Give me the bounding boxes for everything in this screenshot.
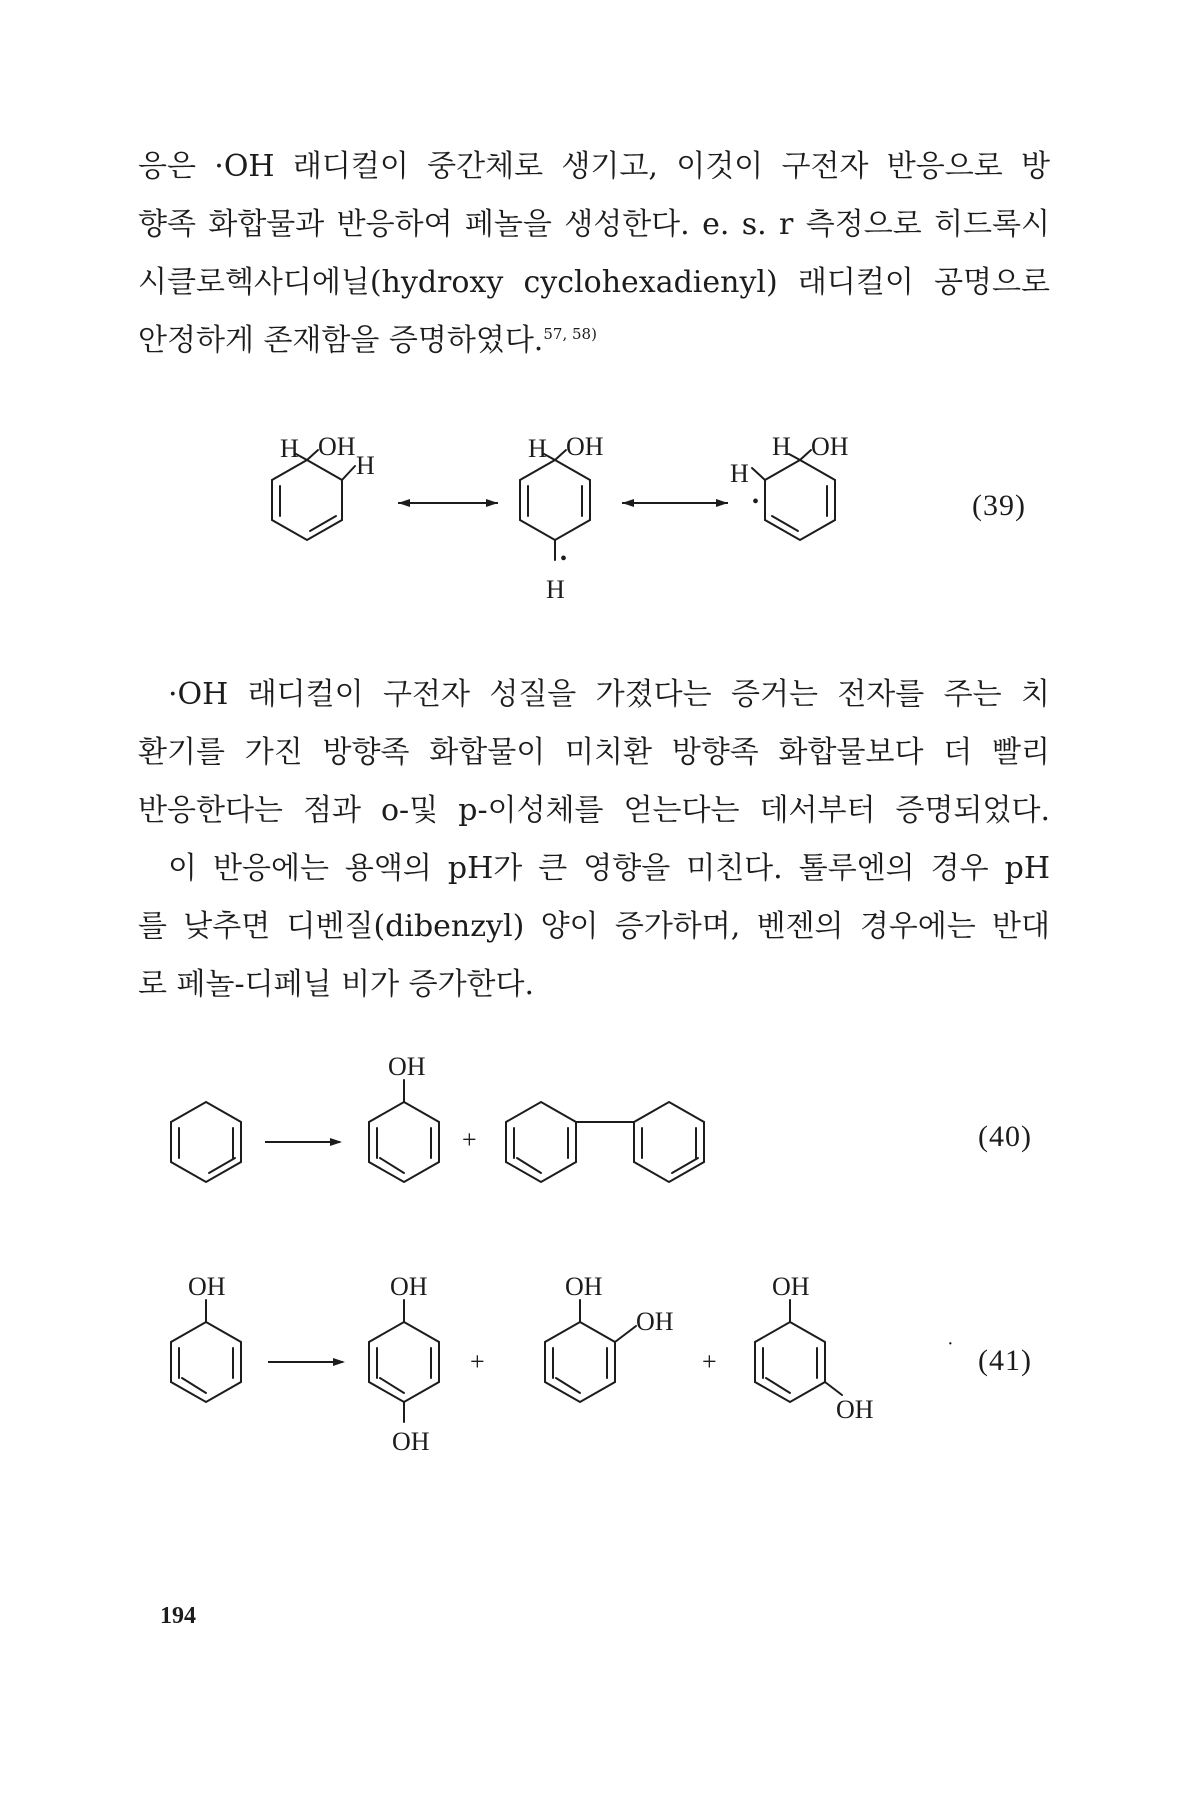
scheme-39 — [0, 430, 1200, 630]
cyclohexadienyl-structure-2 — [520, 432, 604, 604]
oh-label: OH — [390, 1272, 428, 1301]
hydroquinone-structure — [369, 1272, 439, 1456]
equation-number-41: (41) — [978, 1344, 1032, 1377]
h-label: H — [280, 434, 299, 463]
benzene-structure — [171, 1102, 241, 1182]
phenol-structure — [369, 1052, 439, 1182]
biphenyl-structure — [506, 1102, 704, 1182]
resorcinol-structure — [755, 1272, 874, 1424]
reaction-arrow — [265, 1138, 342, 1146]
oh-label: OH — [565, 1272, 603, 1301]
paragraph-3 — [138, 840, 1050, 1014]
phenol-structure — [171, 1272, 241, 1402]
oh-label: OH — [566, 432, 604, 461]
paragraph-2-line-3: 반응한다는 점과 o-및 p-이성체를 얻는다는 데서부터 증명되었다. — [138, 793, 1050, 828]
h-label: H — [528, 434, 547, 463]
paragraph-1 — [138, 138, 1050, 370]
h-label: H — [546, 575, 565, 604]
reaction-arrow — [268, 1358, 345, 1366]
paragraph-2 — [138, 666, 1050, 840]
cyclohexadienyl-structure-3 — [730, 432, 849, 540]
paragraph-2-line-1: ·OH 래디컬이 구전자 성질을 가졌다는 증거는 전자를 주는 치 — [168, 677, 1050, 712]
h-label: H — [356, 451, 375, 480]
oh-label: OH — [318, 432, 356, 461]
h-label: H — [772, 432, 791, 461]
oh-label: OH — [188, 1272, 226, 1301]
stray-dot: · — [947, 1333, 954, 1355]
reference-superscript: 57, 58) — [543, 325, 597, 343]
paragraph-1-line-4 — [138, 312, 1050, 370]
oh-label: OH — [772, 1272, 810, 1301]
catechol-structure — [545, 1272, 674, 1402]
paragraph-3-line-3: 로 페놀-디페닐 비가 증가한다. — [138, 967, 535, 1002]
oh-label: OH — [811, 432, 849, 461]
paragraph-1-line-2: 향족 화합물과 반응하여 페놀을 생성한다. e. s. r 측정으로 히드록시 — [138, 207, 1050, 242]
plus-sign: + — [470, 1347, 485, 1376]
oh-label: OH — [836, 1395, 874, 1424]
oh-label: OH — [636, 1307, 674, 1336]
radical-dot: • — [752, 491, 760, 513]
radical-dot: • — [560, 548, 568, 570]
cyclohexadienyl-structure-1 — [272, 432, 375, 540]
plus-sign: + — [462, 1125, 477, 1154]
paragraph-3-line-1: 이 반응에는 용액의 pH가 큰 영향을 미친다. 톨루엔의 경우 pH — [168, 851, 1050, 886]
paragraph-2-line-2: 환기를 가진 방향족 화합물이 미치환 방향족 화합물보다 더 빨리 — [138, 735, 1050, 770]
paragraph-1-line-4-text: 안정하게 존재함을 증명하였다. — [138, 323, 544, 358]
oh-label: OH — [392, 1427, 430, 1456]
plus-sign: + — [702, 1347, 717, 1376]
paragraph-1-line-3: 시클로헥사디에닐(hydroxy cyclohexadienyl) 래디컬이 공명으로 — [138, 265, 1050, 300]
resonance-arrow-1 — [398, 499, 498, 507]
equation-number-40: (40) — [978, 1120, 1032, 1153]
oh-label: OH — [388, 1052, 426, 1081]
paragraph-1-line-1: 응은 ·OH 래디컬이 중간체로 생기고, 이것이 구전자 반응으로 방 — [138, 149, 1050, 184]
h-label: H — [730, 459, 749, 488]
resonance-arrow-2 — [622, 499, 728, 507]
equation-number-39: (39) — [972, 489, 1026, 522]
page-number: 194 — [160, 1603, 196, 1629]
paragraph-3-line-2: 를 낮추면 디벤질(dibenzyl) 양이 증가하며, 벤젠의 경우에는 반대 — [138, 909, 1050, 944]
